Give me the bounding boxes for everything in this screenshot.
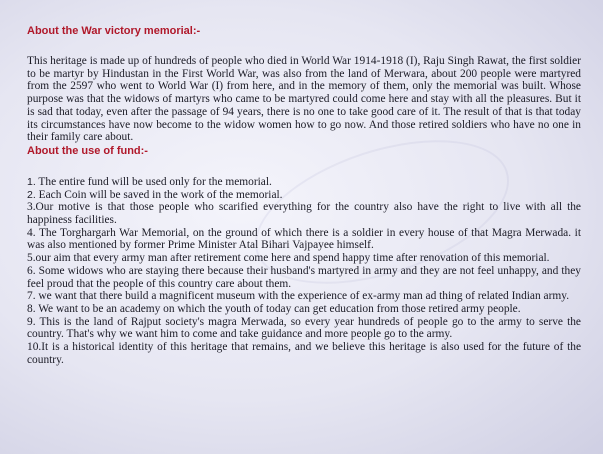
fund-item-number: 5.: [27, 252, 36, 265]
fund-item-3: [27, 201, 581, 226]
fund-item-text: Some widows who are staying there because their husband's martyred in army and they are not feel unhappy, and they feel proud that the people of this country care about them.: [27, 264, 581, 290]
fund-item-text: This is the land of Rajput society's magra Merwada, so every year hundreds of people go to the army to serve the country. That's why we want him to come and take guidance and more people go to the army.: [27, 315, 581, 341]
fund-list: [27, 176, 581, 367]
fund-item-text: The Torghargarh War Memorial, on the ground of which there is a soldier in every house of that Magra Merwada. it was also mentioned by former Prime Minister Atal Bihari Vajpayee himself.: [27, 226, 581, 252]
memorial-heading: About the War victory memorial:-: [27, 25, 201, 37]
fund-item-text: our aim that every army man after retirement come here and spend happy time after renovation of this memorial.: [35, 252, 550, 265]
fund-item-5: [27, 252, 581, 265]
fund-item-number: 10.: [27, 341, 42, 354]
fund-item-number: 1.: [27, 175, 36, 188]
fund-item-10: [27, 341, 581, 366]
fund-item-number: 6.: [27, 264, 36, 277]
fund-item-number: 4.: [27, 226, 36, 239]
fund-item-text: Our motive is that those people who scarified everything for the country also have the right to live with all the happiness facilities.: [27, 201, 581, 227]
fund-item-6: [27, 265, 581, 290]
fund-item-9: [27, 316, 581, 341]
fund-item-4: [27, 227, 581, 252]
fund-item-text: The entire fund will be used only for the memorial.: [38, 175, 272, 188]
fund-item-text: we want that there build a magnificent museum with the experience of ex-army man ad thing of related Indian army.: [38, 290, 570, 303]
fund-item-2: [27, 189, 581, 202]
fund-item-1: [27, 176, 581, 189]
fund-item-number: 3.: [27, 201, 36, 214]
fund-item-number: 9.: [27, 315, 36, 328]
fund-item-number: 2.: [27, 188, 36, 201]
fund-heading: About the use of fund:-: [27, 144, 148, 157]
fund-item-number: 7.: [27, 290, 36, 303]
fund-item-7: [27, 290, 581, 303]
fund-item-number: 8.: [27, 302, 36, 315]
fund-item-text: We want to be an academy on which the youth of today can get education from those retired army people.: [38, 302, 521, 315]
fund-item-8: [27, 303, 581, 316]
fund-item-text: It is a historical identity of this heritage that remains, and we believe this heritage is also used for the future of the country.: [27, 341, 581, 366]
fund-item-text: Each Coin will be saved in the work of the memorial.: [38, 188, 283, 201]
memorial-paragraph: This heritage is made up of hundreds of people who died in World War 1914-1918 (I), Raju Singh Rawat, the first soldier to be martyr by Hindustan in the First World War, was also from the land of Merwara, about 200 people were martyred from the 2597 who went to World War (I) from here, and in the memory of them, only the memorial was built. Whose purpose was that the widows of martyrs who came to be martyred could come here and stay with all the pleasures. But it is sad that today, even after the passage of 94 years, there is no one to take good care of it. The result of that is that today its circumstances have now become to the widow women how to go now. And those retired soldiers who have no one in their family care about.: [27, 55, 581, 144]
